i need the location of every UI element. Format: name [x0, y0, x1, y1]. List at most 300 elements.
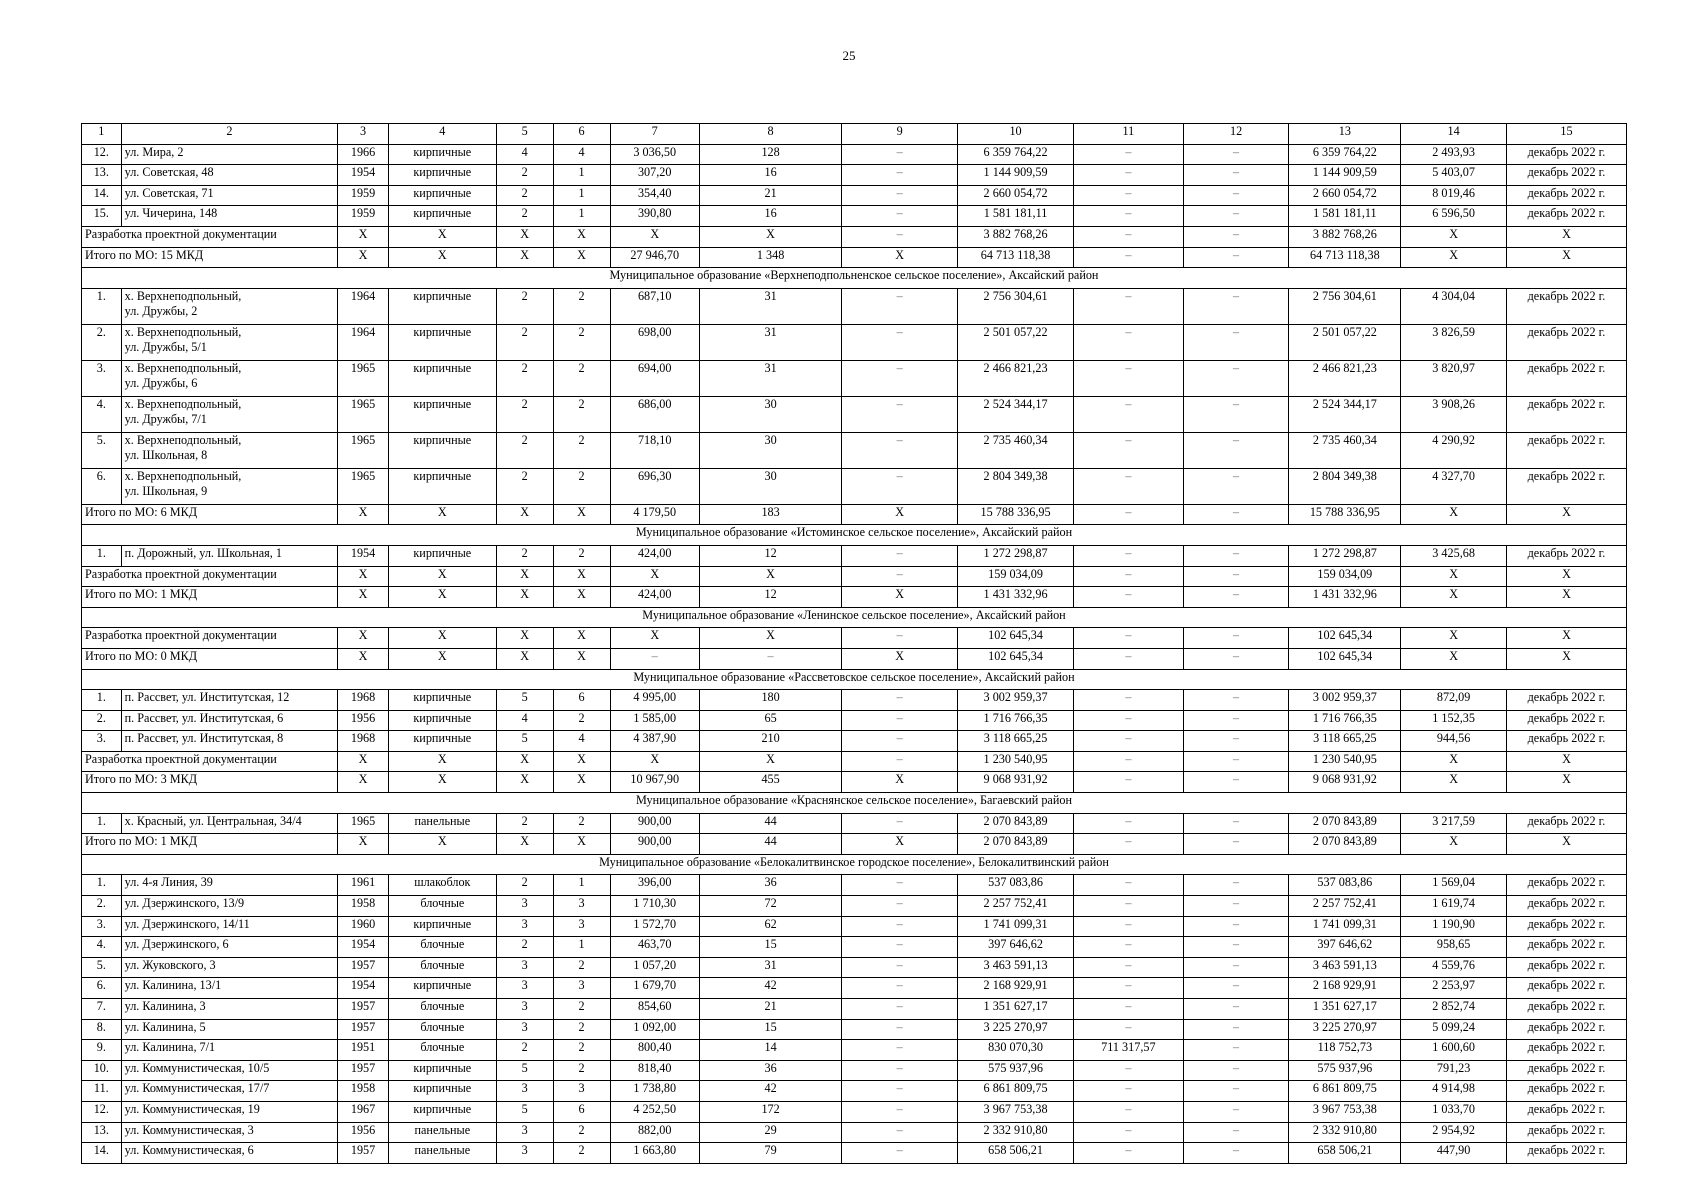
col12-cell: –	[1183, 165, 1289, 186]
wall-material-cell: кирпичные	[388, 710, 496, 731]
deadline-cell: декабрь 2022 г.	[1506, 324, 1626, 360]
col12-cell: –	[1183, 690, 1289, 711]
entrances-cell: Х	[553, 504, 610, 525]
col11-cell: –	[1073, 144, 1183, 165]
col14-cell: 2 852,74	[1401, 999, 1507, 1020]
cost-cell: 1 144 909,59	[958, 165, 1074, 186]
col14-cell: 4 304,04	[1401, 288, 1507, 324]
entrances-cell: 2	[553, 324, 610, 360]
header-cell: 2	[121, 124, 338, 145]
deadline-cell: декабрь 2022 г.	[1506, 206, 1626, 227]
table-row	[82, 1060, 1627, 1081]
col13-cell: 575 937,96	[1289, 1060, 1401, 1081]
col9-cell: –	[842, 875, 958, 896]
col12-cell: –	[1183, 834, 1289, 855]
address-line: п. Дорожный, ул. Школьная, 1	[124, 545, 282, 560]
col12-cell: –	[1183, 324, 1289, 360]
wall-material-cell: кирпичные	[388, 396, 496, 432]
col12-cell: –	[1183, 566, 1289, 587]
col14-cell: 8 019,46	[1401, 185, 1507, 206]
col9-cell: –	[842, 999, 958, 1020]
residents-cell: 42	[699, 978, 841, 999]
col12-cell: –	[1183, 751, 1289, 772]
col12-cell: –	[1183, 545, 1289, 566]
area-cell: 4 387,90	[610, 731, 699, 752]
area-cell: 800,40	[610, 1040, 699, 1061]
col9-cell: –	[842, 1081, 958, 1102]
row-number-cell: 15.	[82, 206, 122, 227]
col13-cell: 2 735 460,34	[1289, 432, 1401, 468]
cost-cell: 2 070 843,89	[958, 813, 1074, 834]
row-number-cell: 2.	[82, 896, 122, 917]
address-cell	[121, 1019, 338, 1040]
col11-cell: –	[1073, 587, 1183, 608]
col11-cell: –	[1073, 396, 1183, 432]
address-line: ул. Дружбы, 5/1	[124, 339, 207, 354]
residents-cell: Х	[699, 226, 841, 247]
summary-label-cell: Итого по МО: 1 МКД	[82, 587, 338, 608]
col9-cell: –	[842, 751, 958, 772]
address-line: ул. Калинина, 5	[124, 1019, 206, 1034]
wall-material-cell: Х	[388, 504, 496, 525]
col14-cell: 2 253,97	[1401, 978, 1507, 999]
address-line: ул. Жуковского, 3	[124, 957, 216, 972]
year-cell: Х	[338, 648, 389, 669]
cost-cell: 3 882 768,26	[958, 226, 1074, 247]
col11-cell: –	[1073, 1019, 1183, 1040]
floors-cell: 4	[496, 710, 553, 731]
residents-cell: 30	[699, 468, 841, 504]
address-line: х. Верхнеподпольный,	[124, 468, 242, 483]
wall-material-cell: Х	[388, 648, 496, 669]
year-cell: 1968	[338, 690, 389, 711]
address-cell	[121, 690, 338, 711]
floors-cell: 3	[496, 916, 553, 937]
wall-material-cell: кирпичные	[388, 288, 496, 324]
col14-cell: 4 327,70	[1401, 468, 1507, 504]
cost-cell: 3 225 270,97	[958, 1019, 1074, 1040]
col12-cell: –	[1183, 648, 1289, 669]
group-header-row	[82, 607, 1627, 628]
wall-material-cell: Х	[388, 247, 496, 268]
deadline-cell: декабрь 2022 г.	[1506, 1060, 1626, 1081]
entrances-cell: Х	[553, 772, 610, 793]
col9-cell: –	[842, 1122, 958, 1143]
entrances-cell: Х	[553, 648, 610, 669]
year-cell: 1965	[338, 813, 389, 834]
row-number-cell: 6.	[82, 468, 122, 504]
year-cell: Х	[338, 628, 389, 649]
summary-label-cell: Итого по МО: 0 МКД	[82, 648, 338, 669]
floors-cell: 2	[496, 288, 553, 324]
table-row	[82, 360, 1627, 396]
area-cell: 424,00	[610, 545, 699, 566]
residents-cell: 183	[699, 504, 841, 525]
col14-cell: 3 425,68	[1401, 545, 1507, 566]
cost-cell: 2 466 821,23	[958, 360, 1074, 396]
col12-cell: –	[1183, 247, 1289, 268]
floors-cell: 2	[496, 468, 553, 504]
col9-cell: –	[842, 1040, 958, 1061]
col13-cell: 1 144 909,59	[1289, 165, 1401, 186]
cost-cell: 2 168 929,91	[958, 978, 1074, 999]
document-table-container	[81, 123, 1627, 1164]
entrances-cell: 3	[553, 916, 610, 937]
address-line: п. Рассвет, ул. Институтская, 12	[124, 690, 290, 705]
col12-cell: –	[1183, 957, 1289, 978]
year-cell: 1957	[338, 999, 389, 1020]
col9-cell: –	[842, 916, 958, 937]
cost-cell: 830 070,30	[958, 1040, 1074, 1061]
wall-material-cell: блочные	[388, 1040, 496, 1061]
area-cell: 686,00	[610, 396, 699, 432]
residents-cell: 36	[699, 1060, 841, 1081]
header-cell: 13	[1289, 124, 1401, 145]
address-cell	[121, 875, 338, 896]
wall-material-cell: кирпичные	[388, 1101, 496, 1122]
floors-cell: 5	[496, 1101, 553, 1122]
address-cell	[121, 360, 338, 396]
floors-cell: Х	[496, 587, 553, 608]
col9-cell: –	[842, 1019, 958, 1040]
col11-cell: –	[1073, 957, 1183, 978]
area-cell: 687,10	[610, 288, 699, 324]
deadline-cell: декабрь 2022 г.	[1506, 185, 1626, 206]
address-cell	[121, 432, 338, 468]
entrances-cell: 1	[553, 165, 610, 186]
entrances-cell: 2	[553, 1143, 610, 1164]
area-cell: 1 663,80	[610, 1143, 699, 1164]
residents-cell: 31	[699, 360, 841, 396]
col13-cell: 1 272 298,87	[1289, 545, 1401, 566]
area-cell: 1 585,00	[610, 710, 699, 731]
year-cell: 1954	[338, 545, 389, 566]
deadline-cell: Х	[1506, 587, 1626, 608]
cost-cell: 575 937,96	[958, 1060, 1074, 1081]
residents-cell: 31	[699, 288, 841, 324]
entrances-cell: 2	[553, 957, 610, 978]
cost-cell: 2 756 304,61	[958, 288, 1074, 324]
deadline-cell: Х	[1506, 247, 1626, 268]
deadline-cell: Х	[1506, 834, 1626, 855]
row-number-cell: 3.	[82, 916, 122, 937]
address-cell	[121, 937, 338, 958]
area-cell: Х	[610, 628, 699, 649]
floors-cell: Х	[496, 628, 553, 649]
row-number-cell: 12.	[82, 144, 122, 165]
year-cell: Х	[338, 772, 389, 793]
row-number-cell: 8.	[82, 1019, 122, 1040]
cost-cell: 64 713 118,38	[958, 247, 1074, 268]
col11-cell: –	[1073, 206, 1183, 227]
wall-material-cell: Х	[388, 834, 496, 855]
floors-cell: Х	[496, 226, 553, 247]
year-cell: 1959	[338, 206, 389, 227]
table-body	[82, 144, 1627, 1163]
header-cell: 11	[1073, 124, 1183, 145]
year-cell: 1965	[338, 396, 389, 432]
address-line: ул. Чичерина, 148	[124, 206, 218, 221]
cost-cell: 159 034,09	[958, 566, 1074, 587]
cost-cell: 2 735 460,34	[958, 432, 1074, 468]
cost-cell: 102 645,34	[958, 648, 1074, 669]
wall-material-cell: блочные	[388, 957, 496, 978]
address-line: х. Верхнеподпольный,	[124, 396, 242, 411]
col12-cell: –	[1183, 144, 1289, 165]
residents-cell: 36	[699, 875, 841, 896]
year-cell: Х	[338, 504, 389, 525]
col11-cell: –	[1073, 648, 1183, 669]
col11-cell: 711 317,57	[1073, 1040, 1183, 1061]
col13-cell: 2 501 057,22	[1289, 324, 1401, 360]
address-cell	[121, 957, 338, 978]
residents-cell: Х	[699, 628, 841, 649]
col14-cell: 1 152,35	[1401, 710, 1507, 731]
floors-cell: 3	[496, 896, 553, 917]
area-cell: 307,20	[610, 165, 699, 186]
deadline-cell: Х	[1506, 226, 1626, 247]
floors-cell: Х	[496, 504, 553, 525]
col13-cell: 102 645,34	[1289, 648, 1401, 669]
wall-material-cell: кирпичные	[388, 432, 496, 468]
wall-material-cell: панельные	[388, 813, 496, 834]
col12-cell: –	[1183, 628, 1289, 649]
row-number-cell: 1.	[82, 545, 122, 566]
summary-label-cell: Разработка проектной документации	[82, 226, 338, 247]
col9-cell: –	[842, 545, 958, 566]
area-cell: 818,40	[610, 1060, 699, 1081]
year-cell: Х	[338, 587, 389, 608]
residents-cell: 1 348	[699, 247, 841, 268]
row-number-cell: 13.	[82, 1122, 122, 1143]
table-row	[82, 1143, 1627, 1164]
col13-cell: 6 359 764,22	[1289, 144, 1401, 165]
col12-cell: –	[1183, 813, 1289, 834]
table-row	[82, 206, 1627, 227]
col11-cell: –	[1073, 896, 1183, 917]
table-row	[82, 875, 1627, 896]
housing-repair-table	[81, 123, 1627, 1164]
deadline-cell: декабрь 2022 г.	[1506, 1081, 1626, 1102]
col9-cell: –	[842, 1060, 958, 1081]
header-cell: 12	[1183, 124, 1289, 145]
residents-cell: 79	[699, 1143, 841, 1164]
cost-cell: 3 967 753,38	[958, 1101, 1074, 1122]
row-number-cell: 4.	[82, 937, 122, 958]
entrances-cell: 2	[553, 813, 610, 834]
row-number-cell: 7.	[82, 999, 122, 1020]
floors-cell: Х	[496, 772, 553, 793]
entrances-cell: Х	[553, 628, 610, 649]
residents-cell: 172	[699, 1101, 841, 1122]
wall-material-cell: кирпичные	[388, 185, 496, 206]
col9-cell: –	[842, 185, 958, 206]
header-cell: 8	[699, 124, 841, 145]
year-cell: Х	[338, 751, 389, 772]
cost-cell: 6 359 764,22	[958, 144, 1074, 165]
table-row	[82, 324, 1627, 360]
col14-cell: 791,23	[1401, 1060, 1507, 1081]
cost-cell: 1 431 332,96	[958, 587, 1074, 608]
year-cell: 1956	[338, 1122, 389, 1143]
summary-row	[82, 834, 1627, 855]
entrances-cell: 2	[553, 1122, 610, 1143]
col12-cell: –	[1183, 468, 1289, 504]
col12-cell: –	[1183, 896, 1289, 917]
col14-cell: 5 403,07	[1401, 165, 1507, 186]
floors-cell: 3	[496, 957, 553, 978]
floors-cell: 2	[496, 396, 553, 432]
header-cell: 3	[338, 124, 389, 145]
col9-cell: Х	[842, 834, 958, 855]
residents-cell: 128	[699, 144, 841, 165]
col11-cell: –	[1073, 1081, 1183, 1102]
table-row	[82, 1122, 1627, 1143]
address-cell	[121, 468, 338, 504]
entrances-cell: 2	[553, 999, 610, 1020]
col11-cell: –	[1073, 165, 1183, 186]
entrances-cell: 1	[553, 875, 610, 896]
col13-cell: 6 861 809,75	[1289, 1081, 1401, 1102]
row-number-cell: 5.	[82, 957, 122, 978]
summary-label-cell: Разработка проектной документации	[82, 751, 338, 772]
col14-cell: 944,56	[1401, 731, 1507, 752]
col13-cell: 2 756 304,61	[1289, 288, 1401, 324]
address-cell	[121, 978, 338, 999]
table-row	[82, 710, 1627, 731]
deadline-cell: декабрь 2022 г.	[1506, 1019, 1626, 1040]
residents-cell: 455	[699, 772, 841, 793]
col14-cell: 872,09	[1401, 690, 1507, 711]
year-cell: 1957	[338, 1019, 389, 1040]
cost-cell: 102 645,34	[958, 628, 1074, 649]
year-cell: 1954	[338, 937, 389, 958]
col9-cell: –	[842, 937, 958, 958]
col9-cell: Х	[842, 504, 958, 525]
area-cell: 1 092,00	[610, 1019, 699, 1040]
summary-label-cell: Итого по МО: 15 МКД	[82, 247, 338, 268]
summary-label-cell: Разработка проектной документации	[82, 566, 338, 587]
municipality-heading: Муниципальное образование «Белокалитвинское городское поселение», Белокалитвинский район	[82, 854, 1627, 875]
residents-cell: 16	[699, 165, 841, 186]
col11-cell: –	[1073, 468, 1183, 504]
col12-cell: –	[1183, 1060, 1289, 1081]
year-cell: Х	[338, 247, 389, 268]
cost-cell: 1 230 540,95	[958, 751, 1074, 772]
entrances-cell: 2	[553, 396, 610, 432]
area-cell: 694,00	[610, 360, 699, 396]
deadline-cell: декабрь 2022 г.	[1506, 896, 1626, 917]
row-number-cell: 14.	[82, 1143, 122, 1164]
area-cell: 882,00	[610, 1122, 699, 1143]
wall-material-cell: кирпичные	[388, 144, 496, 165]
group-header-row	[82, 525, 1627, 546]
residents-cell: 21	[699, 999, 841, 1020]
group-header-row	[82, 793, 1627, 814]
residents-cell: 62	[699, 916, 841, 937]
cost-cell: 1 716 766,35	[958, 710, 1074, 731]
address-cell	[121, 1122, 338, 1143]
summary-row	[82, 566, 1627, 587]
residents-cell: 29	[699, 1122, 841, 1143]
col12-cell: –	[1183, 360, 1289, 396]
col13-cell: 64 713 118,38	[1289, 247, 1401, 268]
col13-cell: 2 804 349,38	[1289, 468, 1401, 504]
address-line: ул. Дзержинского, 13/9	[124, 896, 245, 911]
col13-cell: 2 466 821,23	[1289, 360, 1401, 396]
deadline-cell: декабрь 2022 г.	[1506, 288, 1626, 324]
table-row	[82, 978, 1627, 999]
residents-cell: 210	[699, 731, 841, 752]
address-line: х. Верхнеподпольный,	[124, 360, 242, 375]
col13-cell: 2 660 054,72	[1289, 185, 1401, 206]
address-cell	[121, 1040, 338, 1061]
col12-cell: –	[1183, 432, 1289, 468]
row-number-cell: 2.	[82, 324, 122, 360]
summary-row	[82, 772, 1627, 793]
address-cell	[121, 916, 338, 937]
row-number-cell: 2.	[82, 710, 122, 731]
area-cell: Х	[610, 226, 699, 247]
area-cell: 3 036,50	[610, 144, 699, 165]
col13-cell: 2 070 843,89	[1289, 813, 1401, 834]
entrances-cell: 4	[553, 731, 610, 752]
entrances-cell: Х	[553, 751, 610, 772]
row-number-cell: 11.	[82, 1081, 122, 1102]
municipality-heading: Муниципальное образование «Истоминское сельское поселение», Аксайский район	[82, 525, 1627, 546]
col11-cell: –	[1073, 566, 1183, 587]
row-number-cell: 4.	[82, 396, 122, 432]
col13-cell: 3 225 270,97	[1289, 1019, 1401, 1040]
year-cell: 1968	[338, 731, 389, 752]
residents-cell: 65	[699, 710, 841, 731]
col9-cell: –	[842, 628, 958, 649]
deadline-cell: декабрь 2022 г.	[1506, 468, 1626, 504]
cost-cell: 1 741 099,31	[958, 916, 1074, 937]
col13-cell: 102 645,34	[1289, 628, 1401, 649]
group-header-row	[82, 268, 1627, 289]
cost-cell: 2 660 054,72	[958, 185, 1074, 206]
municipality-heading: Муниципальное образование «Рассветовское сельское поселение», Аксайский район	[82, 669, 1627, 690]
area-cell: 4 995,00	[610, 690, 699, 711]
wall-material-cell: Х	[388, 751, 496, 772]
row-number-cell: 13.	[82, 165, 122, 186]
wall-material-cell: блочные	[388, 999, 496, 1020]
address-line: ул. Советская, 48	[124, 165, 214, 180]
address-cell	[121, 999, 338, 1020]
area-cell: 354,40	[610, 185, 699, 206]
col12-cell: –	[1183, 1081, 1289, 1102]
cost-cell: 3 463 591,13	[958, 957, 1074, 978]
deadline-cell: декабрь 2022 г.	[1506, 999, 1626, 1020]
deadline-cell: декабрь 2022 г.	[1506, 144, 1626, 165]
floors-cell: 2	[496, 1040, 553, 1061]
col11-cell: –	[1073, 1101, 1183, 1122]
cost-cell: 2 257 752,41	[958, 896, 1074, 917]
residents-cell: 30	[699, 432, 841, 468]
residents-cell: 72	[699, 896, 841, 917]
wall-material-cell: блочные	[388, 896, 496, 917]
entrances-cell: 4	[553, 144, 610, 165]
summary-label-cell: Итого по МО: 3 МКД	[82, 772, 338, 793]
entrances-cell: 2	[553, 710, 610, 731]
year-cell: Х	[338, 834, 389, 855]
col14-cell: 447,90	[1401, 1143, 1507, 1164]
area-cell: 27 946,70	[610, 247, 699, 268]
col11-cell: –	[1073, 731, 1183, 752]
table-row	[82, 432, 1627, 468]
col9-cell: –	[842, 690, 958, 711]
